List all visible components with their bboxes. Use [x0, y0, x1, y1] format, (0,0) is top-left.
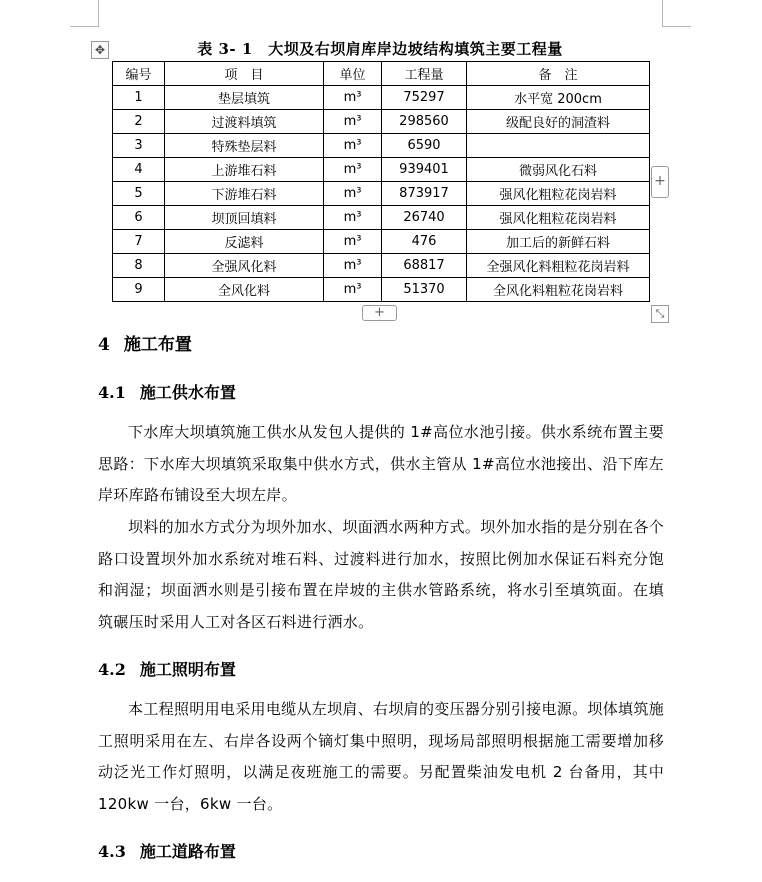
- row-quantity: 26740: [382, 206, 467, 230]
- section-number: 4: [98, 335, 110, 355]
- header-cell-unit: 单位: [324, 62, 382, 86]
- row-remark: 加工后的新鲜石料: [467, 230, 650, 254]
- header-cell-number: 编号: [113, 62, 165, 86]
- section-title: 施工布置: [123, 335, 192, 355]
- paragraph: 本工程照明用电采用电缆从左坝肩、右坝肩的变压器分别引接电源。坝体填筑施工照明采用在左、右岸各设两个镝灯集中照明，现场局部照明根据施工需要增加移动泛光工作灯照明，以满足夜班施工的需要。另配置柴油发电机 2 台备用，其中 120kw 一台，6kw 一台。: [98, 700, 664, 813]
- row-number: 1: [113, 86, 165, 110]
- row-number: 2: [113, 110, 165, 134]
- row-unit: m³: [324, 86, 382, 110]
- row-quantity: 873917: [382, 182, 467, 206]
- section-number: 4.1: [98, 383, 126, 402]
- row-number: 3: [113, 134, 165, 158]
- row-quantity: 939401: [382, 158, 467, 182]
- paragraph: 下水库大坝填筑施工供水从发包人提供的 1#高位水池引接。供水系统布置主要思路：下水库大坝填筑采取集中供水方式，供水主管从 1#高位水池接出、沿下库左岸环库路布铺设至大坝左岸。: [98, 423, 664, 504]
- table-row: [113, 278, 650, 302]
- section-heading-4-2: [98, 657, 236, 680]
- section-heading-4-3: [98, 839, 236, 862]
- row-remark: 强风化粗粒花岗岩料: [467, 182, 650, 206]
- add-column-button[interactable]: +: [651, 166, 669, 198]
- row-remark: 全强风化料粗粒花岗岩料: [467, 254, 650, 278]
- row-number: 9: [113, 278, 165, 302]
- table-resize-icon[interactable]: ⤡: [651, 305, 669, 323]
- page-corner-mark-right: [662, 0, 691, 27]
- row-number: 8: [113, 254, 165, 278]
- table-row: [113, 230, 650, 254]
- row-item: 坝顶回填料: [165, 206, 324, 230]
- table-caption: 表 3- 1 大坝及右坝肩库岸边坡结构填筑主要工程量: [197, 40, 563, 58]
- header-cell-item: 项 目: [165, 62, 324, 86]
- row-remark: [467, 134, 650, 158]
- row-remark: 微弱风化石料: [467, 158, 650, 182]
- table-row: [113, 134, 650, 158]
- row-quantity: 6590: [382, 134, 467, 158]
- row-unit: m³: [324, 110, 382, 134]
- row-quantity: 51370: [382, 278, 467, 302]
- row-item: 特殊垫层料: [165, 134, 324, 158]
- row-number: 5: [113, 182, 165, 206]
- row-item: 垫层填筑: [165, 86, 324, 110]
- table-row: [113, 182, 650, 206]
- row-unit: m³: [324, 206, 382, 230]
- row-item: 全强风化料: [165, 254, 324, 278]
- row-unit: m³: [324, 278, 382, 302]
- table-row: [113, 206, 650, 230]
- row-quantity: 476: [382, 230, 467, 254]
- section-title: 施工供水布置: [139, 383, 236, 402]
- row-unit: m³: [324, 134, 382, 158]
- table-move-icon[interactable]: ✥: [91, 41, 109, 59]
- row-remark: 强风化粗粒花岗岩料: [467, 206, 650, 230]
- row-number: 7: [113, 230, 165, 254]
- row-remark: 全风化料粗粒花岗岩料: [467, 278, 650, 302]
- table-row: [113, 158, 650, 182]
- row-item: 下游堆石料: [165, 182, 324, 206]
- row-quantity: 298560: [382, 110, 467, 134]
- section-title: 施工照明布置: [139, 660, 236, 679]
- row-quantity: 75297: [382, 86, 467, 110]
- section-number: 4.2: [98, 660, 126, 679]
- row-item: 上游堆石料: [165, 158, 324, 182]
- section-heading-4: [98, 330, 192, 355]
- table-row: [113, 110, 650, 134]
- row-number: 6: [113, 206, 165, 230]
- table-header-row: [113, 62, 650, 86]
- row-item: 全风化料: [165, 278, 324, 302]
- row-unit: m³: [324, 182, 382, 206]
- row-quantity: 68817: [382, 254, 467, 278]
- add-row-button[interactable]: +: [362, 305, 397, 321]
- row-remark: 水平宽 200cm: [467, 86, 650, 110]
- section-number: 4.3: [98, 842, 126, 861]
- header-cell-remark: 备 注: [467, 62, 650, 86]
- header-cell-quantity: 工程量: [382, 62, 467, 86]
- page-corner-mark-left: [70, 0, 99, 27]
- table-row: [113, 254, 650, 278]
- section-title: 施工道路布置: [139, 842, 236, 861]
- row-unit: m³: [324, 230, 382, 254]
- row-number: 4: [113, 158, 165, 182]
- row-item: 反滤料: [165, 230, 324, 254]
- quantity-table: [112, 61, 650, 302]
- row-item: 过渡料填筑: [165, 110, 324, 134]
- section-heading-4-1: [98, 380, 236, 403]
- table-row: [113, 86, 650, 110]
- row-unit: m³: [324, 254, 382, 278]
- row-remark: 级配良好的洞渣料: [467, 110, 650, 134]
- row-unit: m³: [324, 158, 382, 182]
- paragraph: 坝料的加水方式分为坝外加水、坝面洒水两种方式。坝外加水指的是分别在各个路口设置坝外加水系统对堆石料、过渡料进行加水，按照比例加水保证石料充分饱和润湿；坝面洒水则是引接布置在岸坡的主供水管路系统，将水引至填筑面。在填筑碾压时采用人工对各区石料进行洒水。: [98, 518, 664, 631]
